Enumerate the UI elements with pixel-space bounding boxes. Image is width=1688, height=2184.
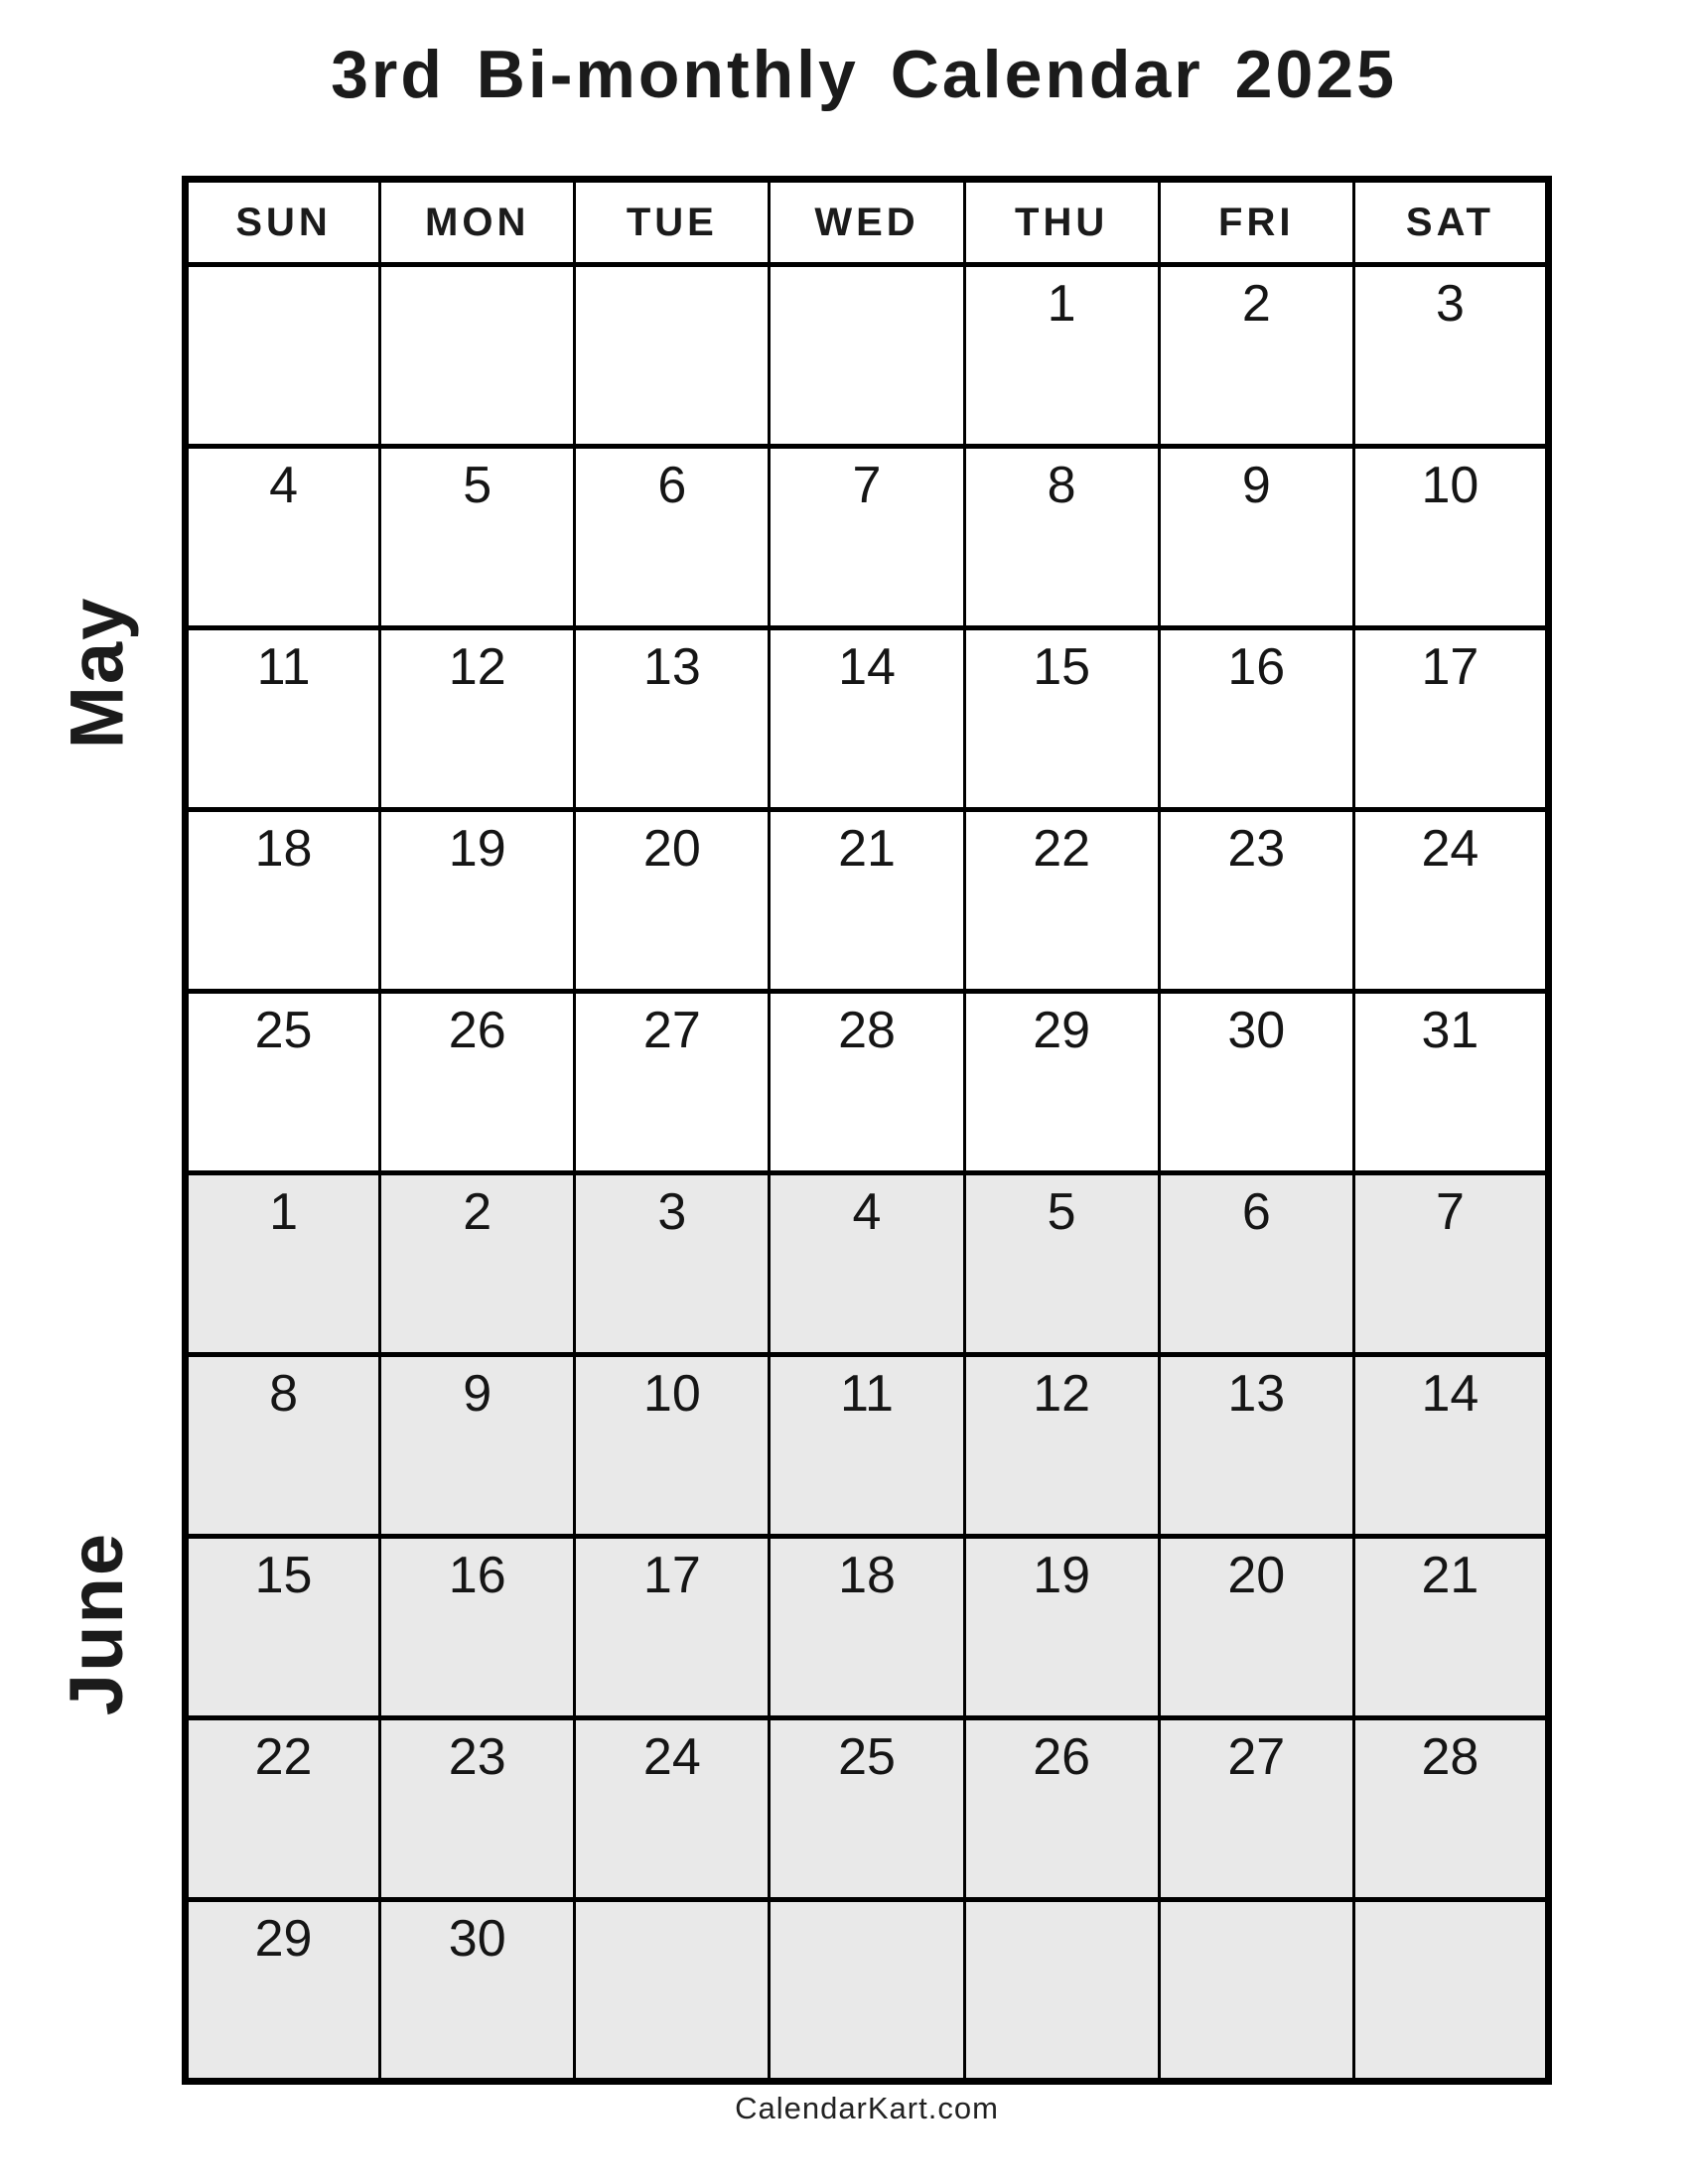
day-cell: 14	[1353, 1355, 1548, 1537]
day-cell: 13	[575, 628, 770, 810]
day-cell: 22	[186, 1718, 380, 1900]
day-cell: 2	[1159, 265, 1353, 447]
weekday-header: FRI	[1159, 180, 1353, 265]
day-cell: 21	[770, 810, 964, 992]
day-cell	[770, 1900, 964, 2082]
calendar-table	[182, 176, 1552, 2085]
day-cell: 20	[575, 810, 770, 992]
day-cell: 11	[186, 628, 380, 810]
day-cell: 7	[770, 447, 964, 628]
day-cell	[1159, 1900, 1353, 2082]
weekday-header-row	[186, 180, 1549, 265]
day-cell: 30	[1159, 992, 1353, 1173]
day-cell	[1353, 1900, 1548, 2082]
day-cell	[770, 265, 964, 447]
day-cell: 1	[964, 265, 1159, 447]
day-cell	[186, 265, 380, 447]
day-cell: 17	[575, 1537, 770, 1718]
week-row-may	[186, 992, 1549, 1173]
day-cell: 25	[770, 1718, 964, 1900]
day-cell: 1	[186, 1173, 380, 1355]
day-cell: 15	[186, 1537, 380, 1718]
day-cell: 9	[1159, 447, 1353, 628]
week-row-june	[186, 1537, 1549, 1718]
day-cell: 23	[1159, 810, 1353, 992]
day-cell: 30	[380, 1900, 575, 2082]
weekday-header: SAT	[1353, 180, 1548, 265]
week-row-june	[186, 1173, 1549, 1355]
day-cell: 23	[380, 1718, 575, 1900]
day-cell	[380, 265, 575, 447]
day-cell: 2	[380, 1173, 575, 1355]
day-cell: 17	[1353, 628, 1548, 810]
weekday-header: SUN	[186, 180, 380, 265]
day-cell: 6	[575, 447, 770, 628]
day-cell: 4	[770, 1173, 964, 1355]
day-cell: 26	[964, 1718, 1159, 1900]
week-row-june	[186, 1900, 1549, 2082]
month-label-may	[28, 176, 167, 1169]
day-cell: 25	[186, 992, 380, 1173]
day-cell: 7	[1353, 1173, 1548, 1355]
day-cell: 31	[1353, 992, 1548, 1173]
day-cell: 21	[1353, 1537, 1548, 1718]
day-cell: 27	[1159, 1718, 1353, 1900]
day-cell: 27	[575, 992, 770, 1173]
day-cell: 13	[1159, 1355, 1353, 1537]
day-cell: 8	[964, 447, 1159, 628]
day-cell: 5	[380, 447, 575, 628]
day-cell: 14	[770, 628, 964, 810]
week-row-may	[186, 628, 1549, 810]
day-cell: 10	[1353, 447, 1548, 628]
day-cell: 29	[186, 1900, 380, 2082]
day-cell: 4	[186, 447, 380, 628]
day-cell: 18	[770, 1537, 964, 1718]
month-label-may-text: May	[55, 596, 140, 750]
day-cell: 3	[575, 1173, 770, 1355]
page-title: 3rd Bi-monthly Calendar 2025	[331, 37, 1397, 112]
day-cell: 16	[380, 1537, 575, 1718]
week-row-may	[186, 447, 1549, 628]
week-row-june	[186, 1718, 1549, 1900]
day-cell: 26	[380, 992, 575, 1173]
day-cell: 28	[770, 992, 964, 1173]
day-cell: 19	[964, 1537, 1159, 1718]
day-cell: 6	[1159, 1173, 1353, 1355]
day-cell	[575, 1900, 770, 2082]
day-cell: 3	[1353, 265, 1548, 447]
day-cell: 18	[186, 810, 380, 992]
day-cell: 12	[964, 1355, 1159, 1537]
day-cell: 16	[1159, 628, 1353, 810]
day-cell	[575, 265, 770, 447]
day-cell: 5	[964, 1173, 1159, 1355]
day-cell: 10	[575, 1355, 770, 1537]
day-cell: 20	[1159, 1537, 1353, 1718]
day-cell: 22	[964, 810, 1159, 992]
day-cell: 15	[964, 628, 1159, 810]
week-row-may	[186, 810, 1549, 992]
month-label-june-text: June	[55, 1531, 140, 1716]
day-cell: 28	[1353, 1718, 1548, 1900]
day-cell: 29	[964, 992, 1159, 1173]
weekday-header: WED	[770, 180, 964, 265]
week-row-may	[186, 265, 1549, 447]
footer-text: CalendarKart.com	[735, 2091, 999, 2125]
weekday-header: THU	[964, 180, 1159, 265]
day-cell	[964, 1900, 1159, 2082]
day-cell: 11	[770, 1355, 964, 1537]
week-row-june	[186, 1355, 1549, 1537]
day-cell: 24	[1353, 810, 1548, 992]
day-cell: 8	[186, 1355, 380, 1537]
day-cell: 12	[380, 628, 575, 810]
weekday-header: TUE	[575, 180, 770, 265]
day-cell: 19	[380, 810, 575, 992]
day-cell: 9	[380, 1355, 575, 1537]
day-cell: 24	[575, 1718, 770, 1900]
weekday-header: MON	[380, 180, 575, 265]
month-label-june	[28, 1169, 167, 2078]
